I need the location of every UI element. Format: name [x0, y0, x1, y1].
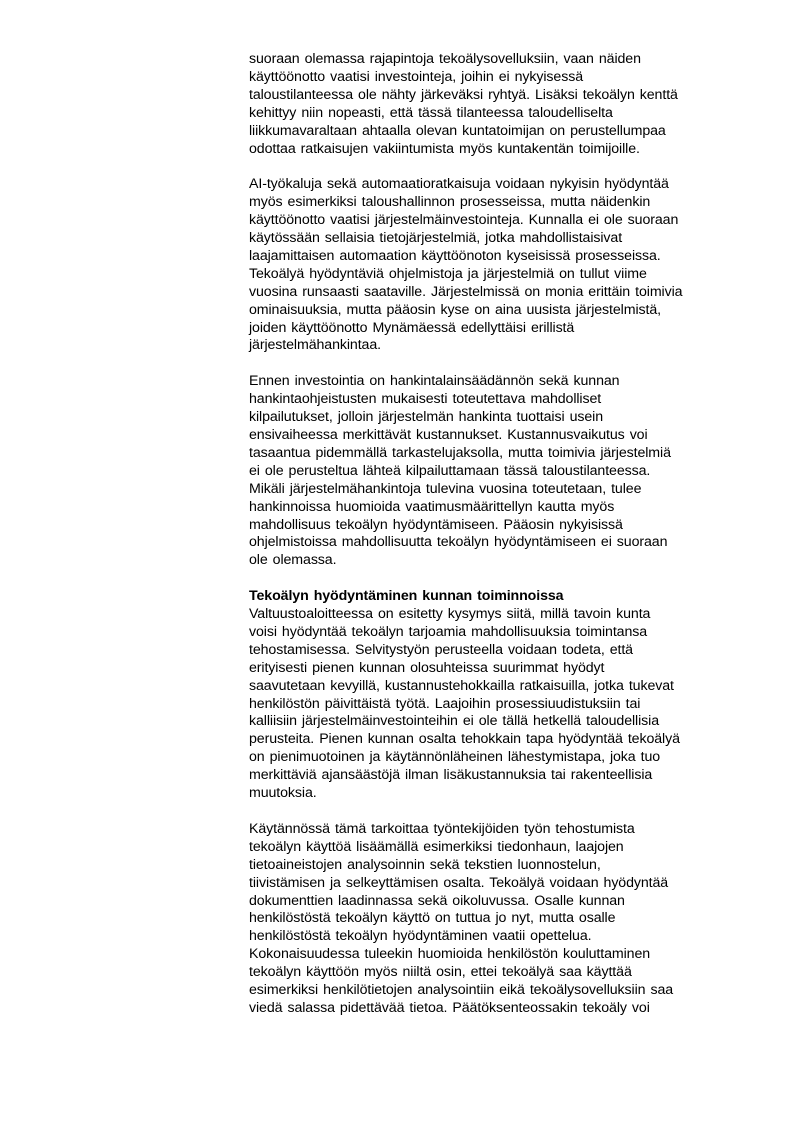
text-line: käytössään sellaisia tietojärjestelmiä, jotka mahdollistaisivat [249, 230, 623, 247]
text-line: Ennen investointia on hankintalainsäädännön sekä kunnan [249, 373, 620, 390]
text-line: tasaantua pidemmällä tarkastelujaksolla, mutta toimivia järjestelmiä [249, 444, 671, 461]
text-line: AI-työkaluja sekä automaatioratkaisuja voidaan nykyisin hyödyntää [249, 176, 669, 193]
text-line: hankinnoissa huomioida vaatimusmäärittellyn kautta myös [249, 498, 615, 515]
text-line: henkilöstöstä tekoälyn hyödyntäminen vaatii opettelua. [249, 928, 592, 945]
paragraph-2 [249, 176, 739, 355]
text-line: ensivaiheessa merkittävät kustannukset. Kustannusvaikutus voi [249, 427, 648, 443]
text-line: henkilöstön päivittäistä työtä. Laajoihin prosessiuudistuksiin tai [249, 695, 641, 712]
text-line: erityisesti pienen kunnan olosuhteissa suurimmat hyödyt [249, 659, 605, 676]
text-line: dokumenttien laadinnassa sekä oikoluvussa. Osalle kunnan [249, 892, 625, 909]
text-line: liikkumavaraltaan ahtaalla olevan kuntatoimijan on perustellumpaa [249, 122, 666, 139]
text-line: ominaisuuksia, mutta pääosin kyse on aina uusista järjestelmistä, [249, 301, 661, 318]
text-line: esimerkiksi henkilötietojen analysointiin eikä tekoälysovelluksiin saa [249, 982, 674, 999]
section-paragraph-1 [249, 606, 739, 803]
text-line: muutoksia. [249, 785, 317, 802]
text-line: mahdollisuus tekoälyn hyödyntämiseen. Pääosin nykyisissä [249, 516, 623, 533]
text-line: Käytännössä tämä tarkoittaa työntekijöiden työn tehostumista [249, 820, 635, 837]
paragraph-1 [249, 51, 739, 158]
text-line: suoraan olemassa rajapintoja tekoälysovelluksiin, vaan näiden [249, 51, 641, 67]
text-line: tekoälyn käyttöön myös niiltä osin, ettei tekoälyä saa käyttää [249, 964, 632, 981]
text-line: joiden käyttöönotto Mynämäessä edellyttäisi erillistä [249, 319, 575, 336]
text-line: laajamittaisen automaation käyttöönoton kyseisissä prosesseissa. [249, 247, 661, 264]
text-line: viedä salassa pidettävää tietoa. Päätöksenteossakin tekoäly voi [249, 999, 650, 1016]
text-line: kilpailutukset, jolloin järjestelmän hankinta tuottaisi usein [249, 409, 603, 426]
text-line: Kokonaisuudessa tuleekin huomioida henkilöstön kouluttaminen [249, 946, 651, 963]
text-line: tietoaineistojen analysoinnin sekä tekstien luonnostelun, [249, 856, 601, 873]
text-line: henkilöstöstä tekoälyn käyttö on tuttua jo nyt, mutta osalle [249, 910, 616, 927]
text-line: kehittyy niin nopeasti, että tässä tilanteessa taloudelliselta [249, 104, 613, 121]
text-line: taloustilanteessa ole nähty järkeväksi ryhtyä. Lisäksi tekoälyn kenttä [249, 86, 678, 103]
section-heading: Tekoälyn hyödyntäminen kunnan toiminnoissa [249, 588, 564, 605]
text-line: ole olemassa. [249, 552, 337, 569]
section-paragraph-2 [249, 821, 739, 1018]
text-line: käyttöönotto vaatisi investointeja, joihin ei nykyisessä [249, 68, 583, 85]
section-ai-usage [249, 588, 739, 1018]
text-line: ei ole perusteltua lähteä kilpailuttamaan tässä taloustilanteessa. [249, 462, 651, 479]
text-line: saavutetaan kevyillä, kustannustehokkailla ratkaisuilla, jotka tukevat [249, 677, 674, 694]
document-page [249, 51, 739, 1036]
text-line: tekoälyn käyttöä lisäämällä esimerkiksi tiedonhaun, laajojen [249, 838, 624, 855]
text-line: perusteita. Pienen kunnan osalta tehokkain tapa hyödyntää tekoälyä [249, 731, 680, 748]
text-line: tiivistämisen ja selkeyttämisen osalta. Tekoälyä voidaan hyödyntää [249, 874, 669, 891]
text-line: hankintaohjeistusten mukaisesti toteutettava mahdolliset [249, 391, 602, 408]
text-line: merkittäviä ajansäästöjä ilman lisäkustannuksia tai rakenteellisia [249, 767, 653, 784]
text-line: Tekoälyä hyödyntäviä ohjelmistoja ja järjestelmiä on tullut viime [249, 265, 647, 282]
text-line: Mikäli järjestelmähankintoja tulevina vuosina toteutetaan, tulee [249, 480, 642, 497]
text-line: ohjelmistoissa mahdollisuutta tekoälyn hyödyntämiseen ei suoraan [249, 534, 668, 551]
paragraph-3 [249, 373, 739, 570]
text-line: käyttöönotto vaatisi järjestelmäinvestointeja. Kunnalla ei ole suoraan [249, 212, 679, 229]
text-line: myös esimerkiksi taloushallinnon prosesseissa, mutta näidenkin [249, 194, 651, 211]
text-line: järjestelmähankintaa. [249, 337, 381, 354]
text-line: voisi hyödyntää tekoälyn tarjoamia mahdollisuuksia toimintansa [249, 623, 648, 640]
text-line: kalliisiin järjestelmäinvestointeihin ei ole tällä hetkellä taloudellisia [249, 713, 659, 730]
text-line: Valtuustoaloitteessa on esitetty kysymys siitä, millä tavoin kunta [249, 606, 651, 623]
text-line: odottaa ratkaisujen vakiintumista myös kuntakentän toimijoille. [249, 140, 640, 157]
text-line: vuosina runsaasti saataville. Järjestelmissä on monia erittäin toimivia [249, 283, 683, 300]
text-line: tehostamisessa. Selvitystyön perusteella voidaan todeta, että [249, 641, 633, 658]
text-line: on pienimuotoinen ja käytännönläheinen lähestymistapa, joka tuo [249, 749, 661, 766]
